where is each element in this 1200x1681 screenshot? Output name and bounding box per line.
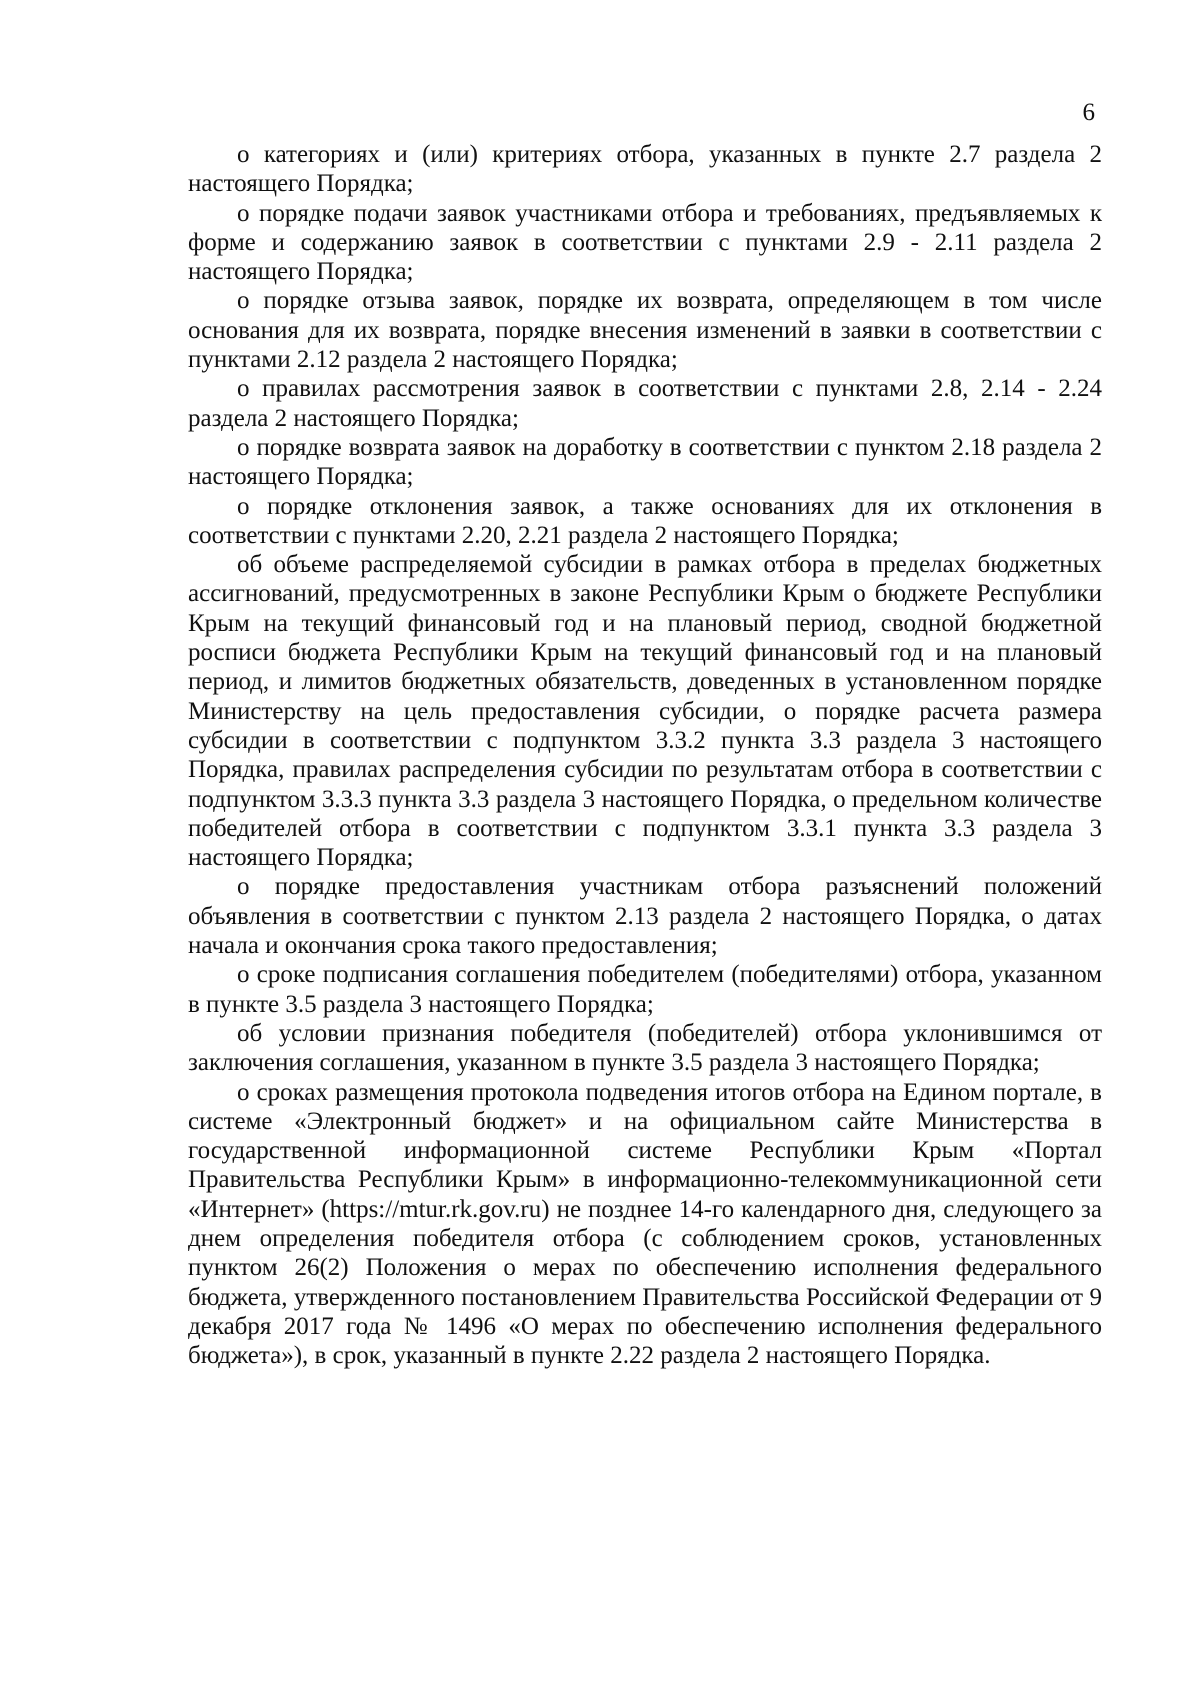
page-number: 6 <box>1082 99 1095 126</box>
paragraph-agreement-signing: о сроке подписания соглашения победителем (победителями) отбора, указанном в пункте 3.5 раздела 3 настоящего Порядка; <box>188 961 1102 1018</box>
paragraph-rejection-grounds: о порядке отклонения заявок, а также основаниях для их отклонения в соответствии с пунктами 2.20, 2.21 раздела 2 настоящего Порядка; <box>188 492 1102 549</box>
paragraph-selection-criteria: о категориях и (или) критериях отбора, указанных в пункте 2.7 раздела 2 настоящего Порядка; <box>188 141 1102 198</box>
paragraph-subsidy-volume: об объеме распределяемой субсидии в рамках отбора в пределах бюджетных ассигнований, предусмотренных в законе Республики Крым о бюджете Республики Крым на текущий финансовый год и на плановый период, сводной бюджетной росписи бюджета Республики Крым на текущий финансовый год и на плановый период, и лимитов бюджетных обязательств, доведенных в установленном порядке Министерству на цель предоставления субсидии, о порядке расчета размера субсидии в соответствии с подпунктом 3.3.2 пункта 3.3 раздела 3 настоящего Порядка, правилах распределения субсидии по результатам отбора в соответствии с подпунктом 3.3.3 пункта 3.3 раздела 3 настоящего Порядка, о предельном количестве победителей отбора в соответствии с подпунктом 3.3.1 пункта 3.3 раздела 3 настоящего Порядка; <box>188 551 1102 872</box>
paragraph-review-rules: о правилах рассмотрения заявок в соответствии с пунктами 2.8, 2.14 - 2.24 раздела 2 настоящего Порядка; <box>188 375 1102 432</box>
paragraph-protocol-publication: о сроках размещения протокола подведения итогов отбора на Едином портале, в системе «Электронный бюджет» и на официальном сайте Министерства в государственной информационной системе Республики Крым «Портал Правительства Республики Крым» в информационно-телекоммуникационной сети «Интернет» (https://mtur.rk.gov.ru) не позднее 14-го календарного дня, следующего за днем определения победителя отбора (с соблюдением сроков, установленных пунктом 26(2) Положения о мерах по обеспечению исполнения федерального бюджета, утвержденного постановлением Правительства Российской Федерации от 9 декабря 2017 года № 1496 «О мерах по обеспечению исполнения федерального бюджета»), в срок, указанный в пункте 2.22 раздела 2 настоящего Порядка. <box>188 1078 1102 1370</box>
paragraph-return-for-revision: о порядке возврата заявок на доработку в соответствии с пунктом 2.18 раздела 2 настоящего Порядка; <box>188 433 1102 491</box>
paragraph-application-submission: о порядке подачи заявок участниками отбора и требованиях, предъявляемых к форме и содержанию заявок в соответствии с пунктами 2.9 - 2.11 раздела 2 настоящего Порядка; <box>188 199 1102 286</box>
paragraph-application-withdrawal: о порядке отзыва заявок, порядке их возврата, определяющем в том числе основания для их возврата, порядке внесения изменений в заявки в соответствии с пунктами 2.12 раздела 2 настоящего Порядка; <box>188 287 1102 374</box>
paragraph-evasion-condition: об условии признания победителя (победителей) отбора уклонившимся от заключения соглашения, указанном в пункте 3.5 раздела 3 настоящего Порядка; <box>188 1019 1102 1077</box>
paragraph-clarifications: о порядке предоставления участникам отбора разъяснений положений объявления в соответствии с пунктом 2.13 раздела 2 настоящего Порядка, о датах начала и окончания срока такого предоставления; <box>188 873 1102 960</box>
document-body <box>188 140 1102 1370</box>
